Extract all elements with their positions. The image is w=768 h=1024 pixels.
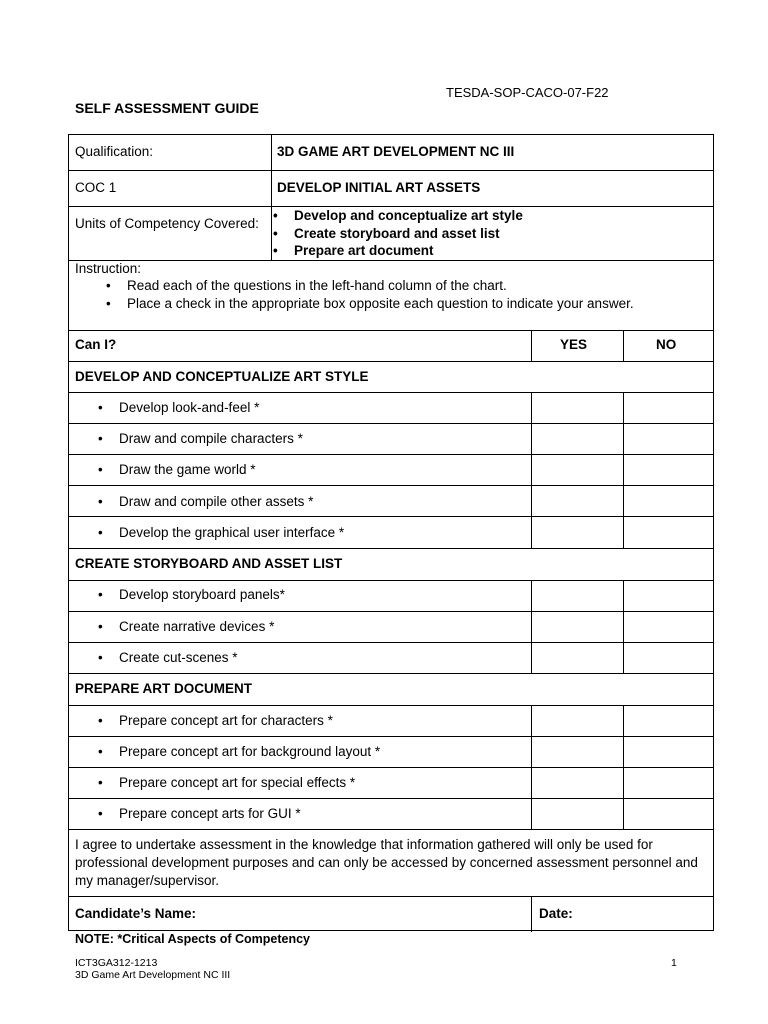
candidate-name-label: Candidate’s Name: [75, 906, 197, 921]
no-checkbox[interactable] [624, 799, 712, 828]
section-title: DEVELOP AND CONCEPTUALIZE ART STYLE [75, 369, 369, 384]
yes-checkbox[interactable] [532, 393, 622, 422]
unit-item: • Prepare art document [294, 242, 434, 259]
section-title: PREPARE ART DOCUMENT [75, 681, 253, 696]
checklist-item: • Develop the graphical user interface * [119, 524, 344, 541]
units-label: Units of Competency Covered: [75, 216, 259, 231]
no-checkbox[interactable] [624, 768, 712, 797]
document-title: SELF ASSESSMENT GUIDE [75, 100, 259, 116]
yes-checkbox[interactable] [532, 455, 622, 484]
no-checkbox[interactable] [624, 643, 712, 672]
document-code: TESDA-SOP-CACO-07-F22 [446, 85, 609, 100]
instruction-item: • Read each of the questions in the left-hand column of the chart. [127, 277, 687, 294]
no-checkbox[interactable] [624, 393, 712, 422]
yes-checkbox[interactable] [532, 424, 622, 453]
footer-name: 3D Game Art Development NC III [75, 969, 231, 981]
coc-label: COC 1 [75, 180, 117, 195]
no-checkbox[interactable] [624, 517, 712, 546]
checklist-item: • Draw the game world * [119, 461, 256, 478]
no-checkbox[interactable] [624, 424, 712, 453]
yes-checkbox[interactable] [532, 768, 622, 797]
yes-checkbox[interactable] [532, 486, 622, 515]
coc-value: DEVELOP INITIAL ART ASSETS [277, 180, 481, 195]
page-number: 1 [671, 957, 677, 969]
checklist-item: • Draw and compile other assets * [119, 493, 313, 510]
checklist-item: • Prepare concept art for background layout * [119, 743, 380, 760]
section-title: CREATE STORYBOARD AND ASSET LIST [75, 556, 343, 571]
yes-checkbox[interactable] [532, 643, 622, 672]
column-header-question: Can I? [75, 337, 117, 352]
checklist-item: • Prepare concept arts for GUI * [119, 805, 301, 822]
column-header-no: NO [656, 337, 677, 352]
qualification-label: Qualification: [75, 144, 154, 159]
unit-item: • Develop and conceptualize art style [294, 207, 523, 224]
no-checkbox[interactable] [624, 581, 712, 610]
checklist-item: • Develop look-and-feel * [119, 399, 259, 416]
yes-checkbox[interactable] [532, 737, 622, 766]
checklist-item: • Create cut-scenes * [119, 649, 238, 666]
checklist-item: • Create narrative devices * [119, 618, 274, 635]
unit-item: • Create storyboard and asset list [294, 225, 500, 242]
checklist-item: • Prepare concept art for special effects * [119, 774, 355, 791]
qualification-value: 3D GAME ART DEVELOPMENT NC III [277, 144, 515, 159]
yes-checkbox[interactable] [532, 612, 622, 641]
no-checkbox[interactable] [624, 737, 712, 766]
no-checkbox[interactable] [624, 706, 712, 735]
agreement-text: I agree to undertake assessment in the knowledge that information gathered will only be used for professional development purposes and can only be accessed by concerned assessment personnel and my manager/supervisor. [75, 837, 698, 888]
yes-checkbox[interactable] [532, 706, 622, 735]
column-header-yes: YES [560, 337, 588, 352]
yes-checkbox[interactable] [532, 799, 622, 828]
yes-checkbox[interactable] [532, 517, 622, 546]
checklist-item: • Draw and compile characters * [119, 430, 303, 447]
no-checkbox[interactable] [624, 455, 712, 484]
checklist-item: • Develop storyboard panels* [119, 586, 285, 603]
instruction-label: Instruction: [75, 261, 142, 276]
yes-checkbox[interactable] [532, 581, 622, 610]
no-checkbox[interactable] [624, 486, 712, 515]
note-text: NOTE: *Critical Aspects of Competency [75, 932, 311, 946]
no-checkbox[interactable] [624, 612, 712, 641]
checklist-item: • Prepare concept art for characters * [119, 712, 333, 729]
date-label: Date: [539, 906, 573, 921]
instruction-item: • Place a check in the appropriate box opposite each question to indicate your answer. [127, 295, 687, 312]
footer-code: ICT3GA312-1213 [75, 957, 158, 969]
